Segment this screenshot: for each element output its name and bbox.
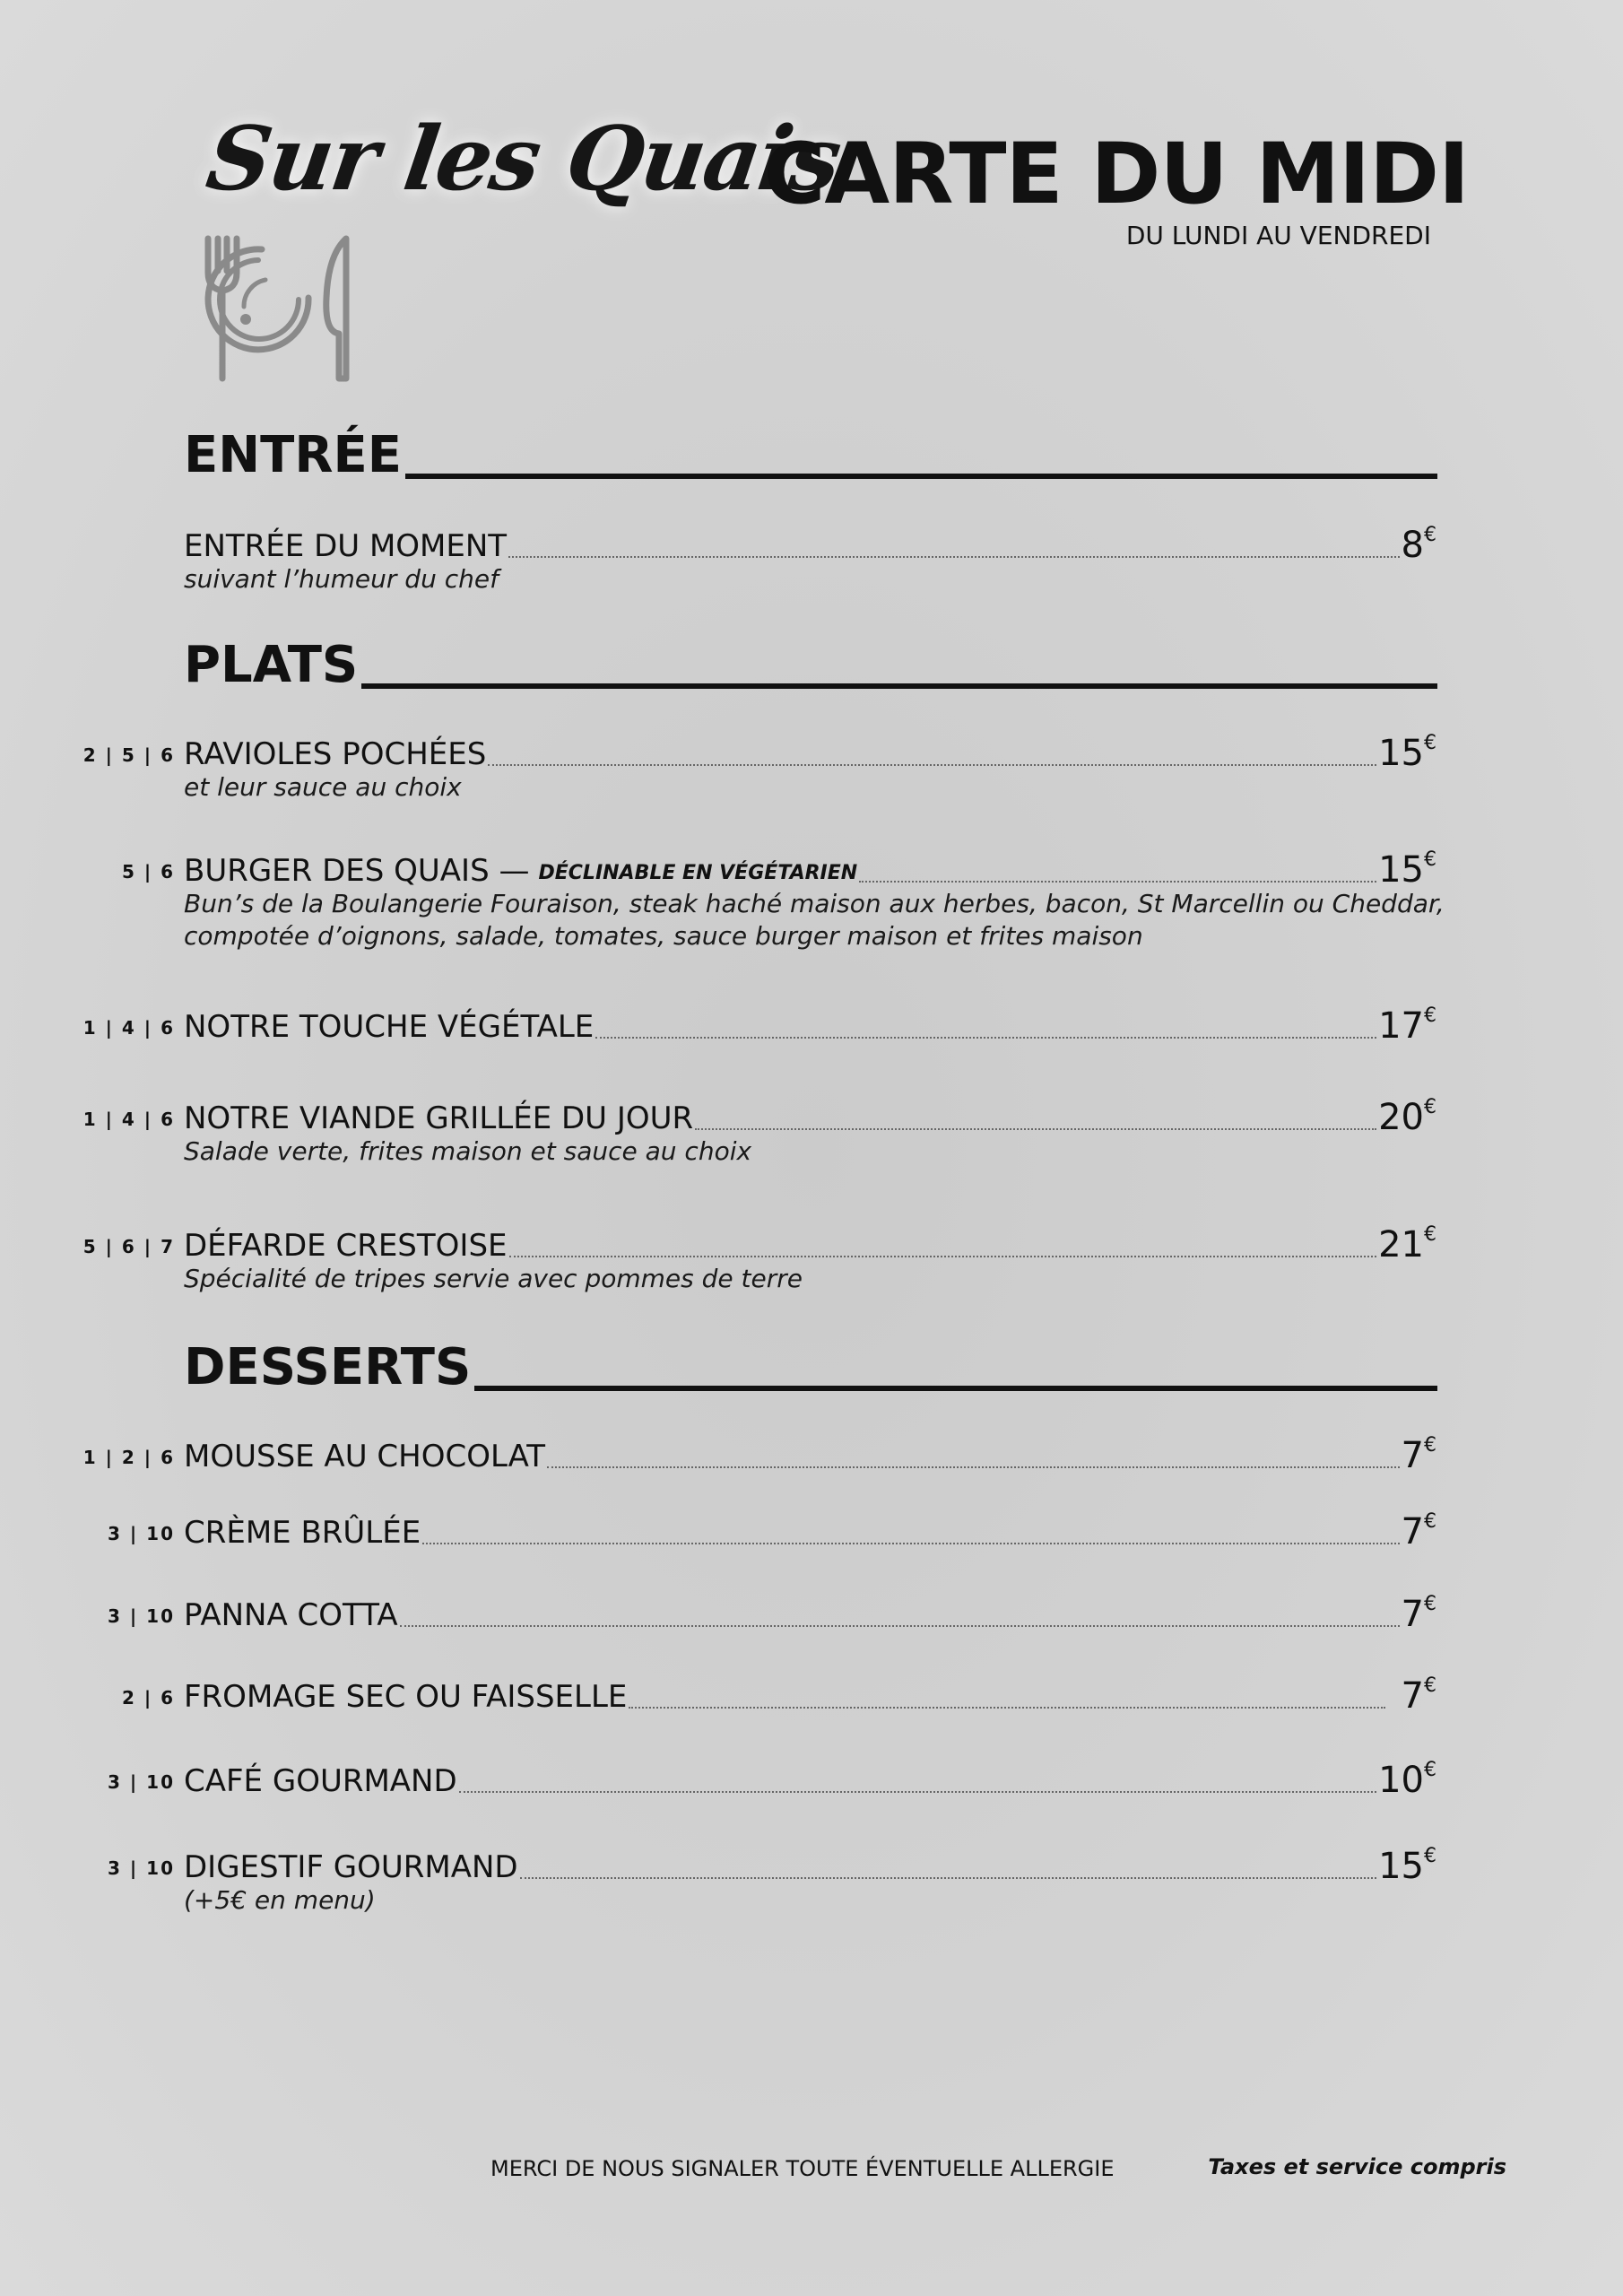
item-description <box>184 888 1457 952</box>
section-title-text: ENTRÉE <box>184 426 402 484</box>
dot-leader <box>595 1037 1376 1039</box>
section-title-entree <box>184 418 1437 484</box>
menu-item <box>0 1096 1623 1168</box>
dot-leader <box>520 1877 1376 1879</box>
allergen-codes: 5 | 6 <box>121 861 175 883</box>
item-name: BURGER DES QUAIS — <box>184 853 530 889</box>
menu-item <box>0 524 1623 596</box>
menu-item <box>0 732 1623 804</box>
item-description: (+5€ en menu) <box>184 1885 376 1915</box>
section-divider <box>405 474 1437 479</box>
allergen-codes: 3 | 10 <box>108 1771 175 1793</box>
item-description: suivant l’humeur du chef <box>184 564 499 594</box>
allergen-codes: 1 | 4 | 6 <box>82 1017 175 1039</box>
allergen-codes: 5 | 6 | 7 <box>82 1236 175 1257</box>
allergen-codes: 2 | 5 | 6 <box>82 744 175 766</box>
section-title-desserts <box>184 1330 1437 1396</box>
dot-leader <box>422 1543 1399 1544</box>
menu-title: CARTE DU MIDI <box>763 126 1469 223</box>
dot-leader <box>508 556 1399 558</box>
section-title-text: DESSERTS <box>184 1338 472 1396</box>
item-name: DÉFARDE CRESTOISE <box>184 1228 508 1264</box>
menu-item <box>0 848 1623 952</box>
item-price: 15€ <box>1378 1845 1436 1887</box>
item-description: Salade verte, frites maison et sauce au choix <box>184 1136 752 1166</box>
allergen-codes: 1 | 2 | 6 <box>82 1447 175 1468</box>
item-name: CRÈME BRÛLÉE <box>184 1515 421 1551</box>
item-name: NOTRE TOUCHE VÉGÉTALE <box>184 1009 595 1045</box>
item-name: DIGESTIF GOURMAND <box>184 1849 518 1885</box>
allergen-codes: 3 | 10 <box>108 1857 175 1879</box>
restaurant-logo: Sur les Quais <box>200 108 846 211</box>
item-name: ENTRÉE DU MOMENT <box>184 528 508 564</box>
allergen-codes: 3 | 10 <box>108 1523 175 1544</box>
item-name: FROMAGE SEC OU FAISSELLE <box>184 1679 628 1715</box>
item-price: 17€ <box>1378 1004 1436 1047</box>
item-name: PANNA COTTA <box>184 1597 398 1633</box>
item-price: 10€ <box>1378 1759 1436 1801</box>
menu-item <box>0 1845 1623 1917</box>
item-variant-note: DÉCLINABLE EN VÉGÉTARIEN <box>538 862 858 884</box>
item-description: et leur sauce au choix <box>184 772 462 802</box>
allergen-codes: 3 | 10 <box>108 1605 175 1627</box>
item-price: 15€ <box>1378 848 1436 891</box>
dot-leader <box>695 1128 1376 1130</box>
menu-item <box>0 1223 1623 1295</box>
item-price: 20€ <box>1378 1096 1436 1138</box>
item-price: 15€ <box>1378 732 1436 774</box>
section-title-plats <box>184 628 1437 694</box>
dot-leader <box>488 764 1376 766</box>
fork-plate-knife-icon <box>203 235 355 386</box>
item-name: RAVIOLES POCHÉES <box>184 736 487 772</box>
item-description-line: compotée d’oignons, salade, tomates, sauce burger maison et frites maison <box>184 921 1143 951</box>
item-price: 21€ <box>1378 1223 1436 1265</box>
allergen-codes: 2 | 6 <box>121 1687 175 1709</box>
allergen-codes: 1 | 4 | 6 <box>82 1109 175 1130</box>
dot-leader <box>400 1625 1400 1627</box>
item-price: 7€ <box>1401 1674 1436 1717</box>
dot-leader <box>509 1256 1377 1257</box>
dot-leader <box>547 1466 1399 1468</box>
item-price: 7€ <box>1401 1434 1436 1476</box>
menu-item <box>0 1510 1623 1552</box>
item-description: Spécialité de tripes servie avec pommes de terre <box>184 1264 803 1293</box>
menu-item <box>0 1004 1623 1047</box>
section-title-text: PLATS <box>184 636 359 694</box>
item-name: CAFÉ GOURMAND <box>184 1763 457 1799</box>
menu-item <box>0 1674 1623 1717</box>
item-name: NOTRE VIANDE GRILLÉE DU JOUR <box>184 1100 694 1136</box>
item-price: 7€ <box>1401 1593 1436 1635</box>
item-description-line: Bun’s de la Boulangerie Fouraison, steak haché maison aux herbes, bacon, St Marcellin ou Cheddar, <box>184 889 1445 918</box>
item-price: 7€ <box>1401 1510 1436 1552</box>
menu-subtitle: DU LUNDI AU VENDREDI <box>1125 221 1431 250</box>
dot-leader <box>459 1791 1376 1793</box>
dot-leader <box>859 881 1376 883</box>
menu-item <box>0 1759 1623 1801</box>
section-divider <box>474 1386 1437 1391</box>
taxes-notice: Taxes et service compris <box>1208 2154 1506 2179</box>
menu-item <box>0 1593 1623 1635</box>
section-divider <box>361 683 1437 689</box>
allergy-notice: MERCI DE NOUS SIGNALER TOUTE ÉVENTUELLE ALLERGIE <box>490 2156 1115 2181</box>
item-price: 8€ <box>1401 524 1436 566</box>
item-name: MOUSSE AU CHOCOLAT <box>184 1439 546 1474</box>
menu-item <box>0 1434 1623 1476</box>
dot-leader <box>629 1707 1384 1709</box>
